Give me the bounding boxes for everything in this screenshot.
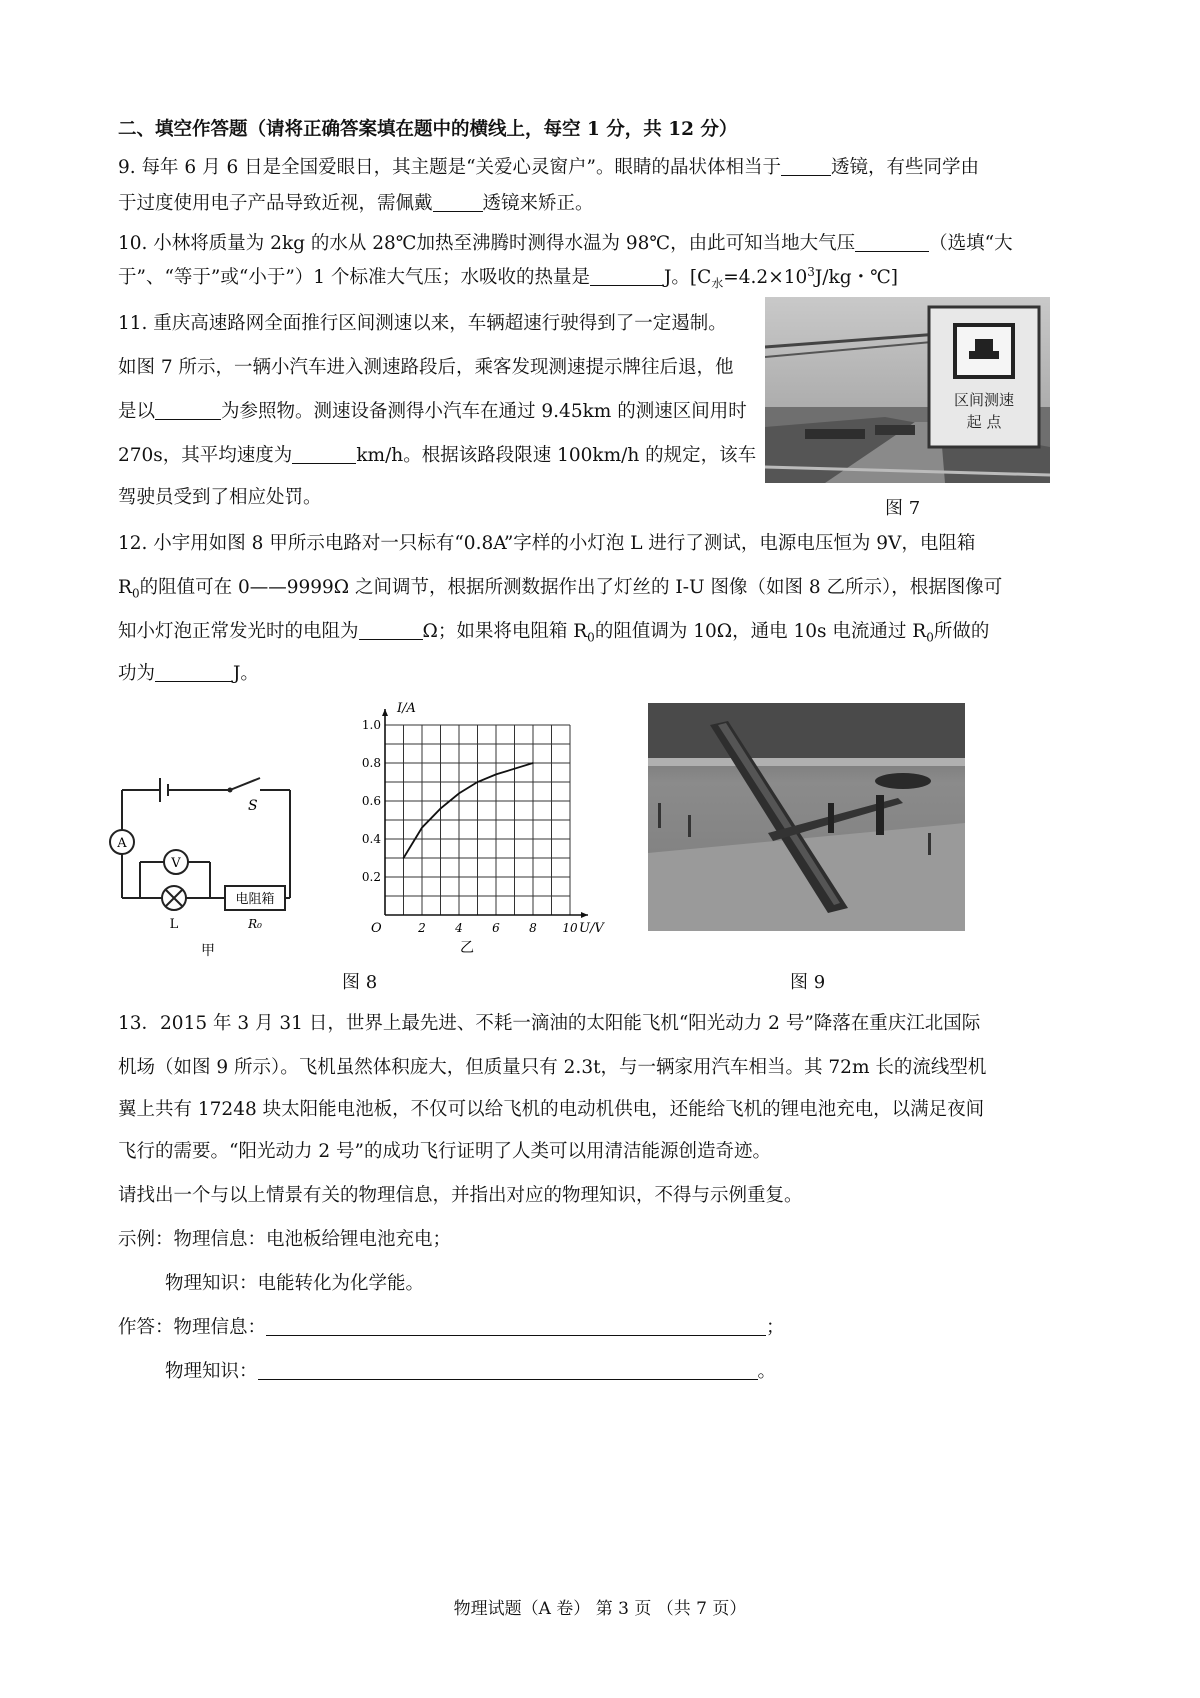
- q11-line2: 如图 7 所示，一辆小汽车进入测速路段后，乘客发现测速提示牌往后退，他: [118, 357, 734, 378]
- x-tick-label: 6: [492, 921, 500, 935]
- page-footer: 物理试题（A 卷） 第 3 页 （共 7 页）: [453, 1599, 747, 1619]
- q11-line5: 驾驶员受到了相应处罚。: [118, 487, 322, 508]
- q10-text-b: （选填“大: [929, 233, 1013, 254]
- answer-1-label: 作答：物理信息：: [118, 1317, 267, 1338]
- q10-sup: 3: [807, 264, 815, 279]
- iu-curve-series: [404, 763, 534, 858]
- y-tick-label: 0.8: [361, 756, 381, 770]
- q12-blank-1[interactable]: [359, 621, 423, 640]
- x-tick-label: 8: [529, 921, 537, 935]
- q10-text-f: J/kg・℃]: [814, 267, 898, 288]
- q10-text-a: 10. 小林将质量为 2kg 的水从 28℃加热至沸腾时测得水温为 98℃，由此可知当地大气压: [118, 233, 856, 254]
- q11-line4: [118, 444, 756, 468]
- q12-sub-a: 0: [131, 586, 140, 601]
- y-axis-label: I/A: [397, 701, 416, 716]
- resistor-box-label: 电阻箱: [235, 892, 275, 907]
- q10-blank-2[interactable]: [590, 267, 664, 286]
- q12-line4: [118, 662, 259, 686]
- q13-line4: 飞行的需要。“阳光动力 2 号”的成功飞行证明了人类可以用清洁能源创造奇迹。: [118, 1141, 771, 1162]
- q13-answer-1: [118, 1316, 785, 1340]
- figure-9-photo: [648, 703, 965, 931]
- q9-text-d: 透镜来矫正。: [482, 193, 594, 214]
- q11-text-a: 是以: [118, 401, 156, 422]
- q12-line3: [118, 620, 989, 644]
- q12-text-e: 的阻值调为 10Ω，通电 10s 电流通过 R: [594, 621, 927, 642]
- origin-label: O: [371, 921, 382, 936]
- answer-physics-knowledge-field[interactable]: [258, 1361, 758, 1380]
- iu-chart: [355, 700, 625, 955]
- ammeter-label: A: [117, 836, 127, 851]
- resistor-box-sub: R₀: [248, 917, 262, 931]
- figure-7-photo: [765, 297, 1050, 483]
- q9-line2: [118, 192, 594, 216]
- switch-label: S: [248, 798, 258, 814]
- sign-text-2: 起 点: [966, 413, 1002, 431]
- q9-text-b: 透镜，有些同学由: [831, 157, 980, 178]
- q10-text-e: =4.2×10: [723, 267, 808, 288]
- y-tick-label: 0.6: [361, 794, 381, 808]
- q13-line1: 13．2015 年 3 月 31 日，世界上最先进、不耗一滴油的太阳能飞机“阳光动力 2 号”降落在重庆江北国际: [118, 1013, 981, 1034]
- q10-text-d: J。[C: [663, 267, 712, 288]
- chart-caption: 乙: [460, 940, 474, 955]
- x-tick-label: 4: [455, 921, 463, 935]
- q9-blank-1[interactable]: [781, 157, 831, 176]
- q11-line1: 11. 重庆高速路网全面推行区间测速以来，车辆超速行驶得到了一定遏制。: [118, 313, 727, 334]
- q11-blank-2[interactable]: [292, 445, 356, 464]
- y-tick-label: 1.0: [361, 718, 381, 732]
- x-axis-arrow: [581, 912, 588, 918]
- voltmeter-label: V: [171, 856, 181, 871]
- q11-text-d: km/h。根据该路段限速 100km/h 的规定，该车: [356, 445, 757, 466]
- q9-blank-2[interactable]: [433, 193, 483, 212]
- q11-text-b: 为参照物。测速设备测得小汽车在通过 9.45km 的测速区间用时: [221, 401, 747, 422]
- q11-text-c: 270s，其平均速度为: [118, 445, 293, 466]
- q12-text-b: 的阻值可在 0——9999Ω 之间调节，根据所测数据作出了灯丝的 I-U 图像（如图 8 乙所示），根据图像可: [139, 577, 1003, 598]
- figure-8-caption: 图 8: [342, 972, 378, 993]
- answer-2-end: 。: [757, 1361, 777, 1382]
- q12-text-g: 功为: [118, 663, 156, 684]
- y-axis-arrow: [382, 709, 388, 716]
- y-tick-label: 0.2: [361, 870, 381, 884]
- q13-line3: 翼上共有 17248 块太阳能电池板，不仅可以给飞机的电动机供电，还能给飞机的锂电池充电，以满足夜间: [118, 1099, 985, 1120]
- q11-blank-1[interactable]: [155, 401, 221, 420]
- lamp-label: L: [169, 917, 179, 932]
- q13-line2: 机场（如图 9 所示）。飞机虽然体积庞大，但质量只有 2.3t，与一辆家用汽车相当。其 72m 长的流线型机: [118, 1057, 987, 1078]
- q10-sub: 水: [711, 276, 724, 291]
- q12-blank-2[interactable]: [155, 663, 233, 682]
- answer-physics-info-field[interactable]: [266, 1317, 766, 1336]
- circuit-caption: 甲: [201, 943, 215, 959]
- q10-line2: [118, 266, 898, 290]
- answer-1-end: ；: [766, 1317, 785, 1338]
- q12-sub-b: 0: [587, 630, 595, 645]
- x-axis-label: U/V: [579, 921, 604, 936]
- q12-text-d: Ω；如果将电阻箱 R: [422, 621, 588, 642]
- figure-7-caption: 图 7: [885, 498, 921, 519]
- q10-text-c: 于”、“等于”或“小于”）1 个标准大气压；水吸收的热量是: [118, 267, 590, 288]
- q13-example-1: 示例：物理信息：电池板给锂电池充电；: [118, 1229, 452, 1250]
- answer-2-label: 物理知识：: [165, 1361, 258, 1382]
- q9-line1: [118, 156, 979, 180]
- q12-line1: 12. 小宇用如图 8 甲所示电路对一只标有“0.8A”字样的小灯泡 L 进行了测试，电源电压恒为 9V，电阻箱: [118, 533, 976, 554]
- q10-line1: [118, 232, 1013, 256]
- sign-text-1: 区间测速: [953, 391, 1015, 409]
- q12-sub-c: 0: [926, 630, 934, 645]
- q13-example-2: 物理知识：电能转化为化学能。: [165, 1273, 425, 1294]
- x-tick-label: 10: [562, 921, 578, 935]
- circuit-diagram: [100, 770, 310, 970]
- q12-text-f: 所做的: [933, 621, 990, 642]
- q10-blank-1[interactable]: [855, 233, 929, 252]
- x-tick-label: 2: [418, 921, 426, 935]
- section-title: 二、填空作答题（请将正确答案填在题中的横线上，每空 1 分，共 12 分）: [118, 119, 738, 140]
- q13-line5: 请找出一个与以上情景有关的物理信息，并指出对应的物理知识，不得与示例重复。: [118, 1185, 803, 1206]
- y-tick-label: 0.4: [361, 832, 381, 846]
- q9-text-c: 于过度使用电子产品导致近视，需佩戴: [118, 193, 433, 214]
- q12-text-a: R: [118, 577, 132, 598]
- q12-text-h: J。: [233, 663, 259, 684]
- q13-answer-2: [165, 1360, 776, 1384]
- q12-line2: [118, 576, 1002, 600]
- q12-text-c: 知小灯泡正常发光时的电阻为: [118, 621, 359, 642]
- q9-text-a: 9. 每年 6 月 6 日是全国爱眼日，其主题是“关爱心灵窗户”。眼睛的晶状体相当于: [118, 157, 782, 178]
- figure-9-caption: 图 9: [790, 972, 826, 993]
- q11-line3: [118, 400, 747, 424]
